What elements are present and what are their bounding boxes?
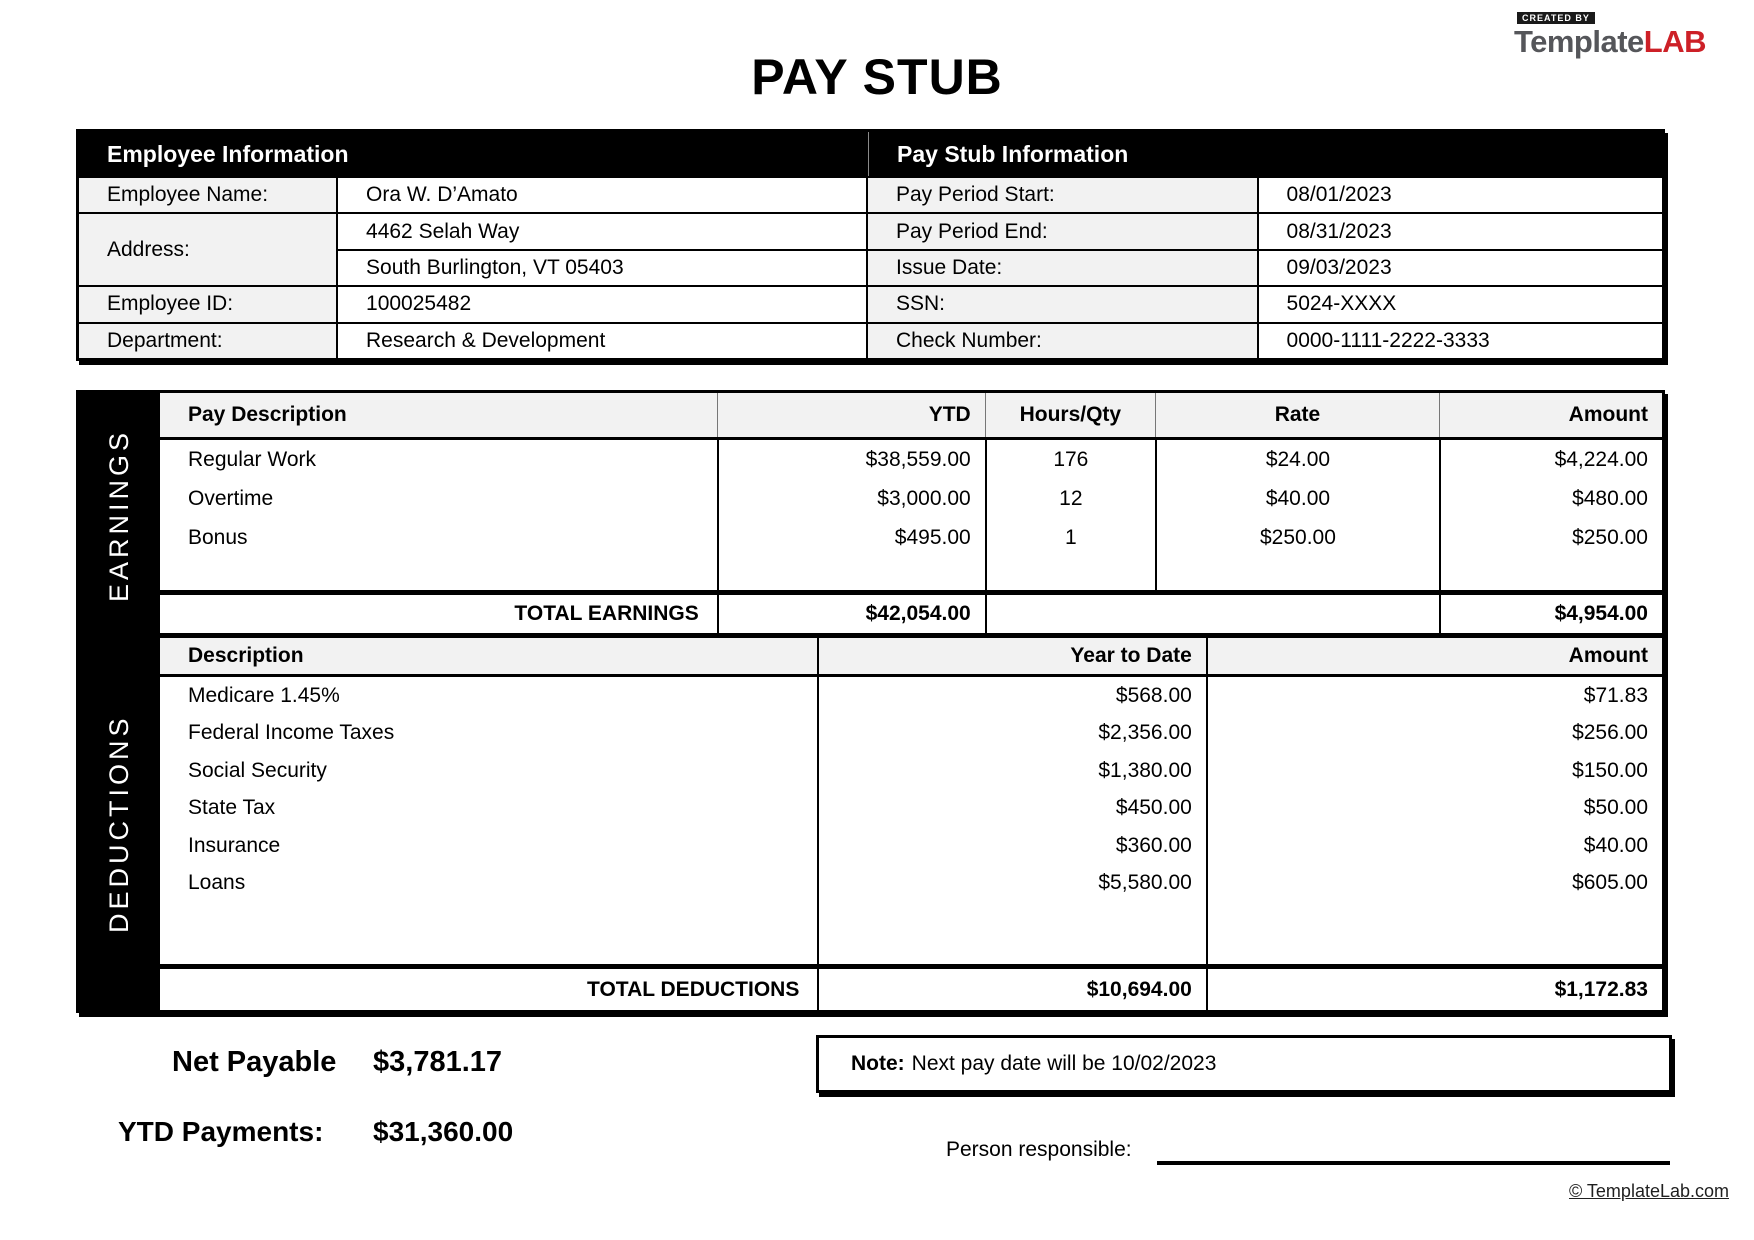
deduction-row-amount: $71.83 bbox=[1206, 677, 1662, 715]
deduction-row-amount: $150.00 bbox=[1206, 752, 1662, 790]
total-deductions-label: TOTAL DEDUCTIONS bbox=[587, 977, 800, 1001]
info-table bbox=[76, 129, 1665, 361]
issue-date-label: Issue Date: bbox=[868, 249, 1259, 285]
address-label: Address: bbox=[79, 212, 338, 285]
ssn-value: 5024-XXXX bbox=[1259, 285, 1662, 321]
deduction-row-ytd: $5,580.00 bbox=[817, 865, 1205, 903]
employee-id-label: Employee ID: bbox=[79, 285, 338, 321]
earnings-deductions-columns bbox=[160, 393, 1662, 1010]
ssn-label: SSN: bbox=[868, 285, 1259, 321]
deductions-col-description: Description bbox=[188, 644, 304, 667]
earnings-row-description: Bonus bbox=[188, 525, 248, 549]
department-label: Department: bbox=[79, 322, 338, 358]
ytd-payments-label: YTD Payments: bbox=[118, 1116, 324, 1147]
deductions-side-label: DEDUCTIONS bbox=[104, 714, 134, 934]
earnings-row-rate: $250.00 bbox=[1155, 518, 1439, 557]
employee-name-label: Employee Name: bbox=[79, 176, 338, 212]
section-side-band bbox=[79, 393, 160, 1010]
earnings-body bbox=[160, 440, 1662, 590]
earnings-row-hours: 12 bbox=[985, 479, 1155, 518]
deduction-row-amount: $605.00 bbox=[1206, 865, 1662, 903]
deduction-row-ytd: $450.00 bbox=[817, 790, 1205, 828]
deduction-row-ytd: $360.00 bbox=[817, 827, 1205, 865]
deduction-row-description: Insurance bbox=[188, 833, 281, 857]
total-earnings-label: TOTAL EARNINGS bbox=[514, 602, 699, 625]
pay-period-start-label: Pay Period Start: bbox=[868, 176, 1259, 212]
earnings-row-amount: $4,224.00 bbox=[1439, 440, 1662, 479]
note-box bbox=[816, 1035, 1672, 1093]
pay-period-end-label: Pay Period End: bbox=[868, 212, 1259, 248]
paystub-info-header: Pay Stub Information bbox=[868, 132, 1662, 176]
total-deductions-ytd: $10,694.00 bbox=[817, 969, 1205, 1010]
department-value: Research & Development bbox=[338, 322, 868, 358]
deduction-row-amount: $40.00 bbox=[1206, 827, 1662, 865]
earnings-row-ytd: $495.00 bbox=[717, 518, 985, 557]
earnings-col-hours: Hours/Qty bbox=[985, 393, 1155, 437]
deductions-body bbox=[160, 677, 1662, 964]
earnings-row-hours: 176 bbox=[985, 440, 1155, 479]
deductions-header-row bbox=[160, 633, 1662, 677]
deductions-filler bbox=[160, 902, 817, 964]
deduction-row-description: Medicare 1.45% bbox=[188, 683, 340, 707]
total-deductions-amount: $1,172.83 bbox=[1206, 969, 1662, 1010]
earnings-row-ytd: $38,559.00 bbox=[717, 440, 985, 479]
net-payable-value: $3,781.17 bbox=[373, 1046, 503, 1078]
logo-template-text: Template bbox=[1513, 24, 1644, 59]
pay-period-start-value: 08/01/2023 bbox=[1259, 176, 1662, 212]
earnings-filler bbox=[160, 557, 717, 590]
earnings-row-amount: $250.00 bbox=[1439, 518, 1662, 557]
address-line2: South Burlington, VT 05403 bbox=[338, 249, 868, 285]
note-text: Next pay date will be 10/02/2023 bbox=[911, 1052, 1217, 1075]
note-label: Note: bbox=[851, 1052, 905, 1075]
earnings-col-ytd: YTD bbox=[717, 393, 985, 437]
total-earnings-spacer bbox=[985, 595, 1439, 633]
deduction-row-amount: $50.00 bbox=[1206, 790, 1662, 828]
deduction-row-description: State Tax bbox=[188, 796, 276, 820]
deduction-row-description: Loans bbox=[188, 871, 246, 895]
earnings-col-rate: Rate bbox=[1155, 393, 1439, 437]
net-payable-label: Net Payable bbox=[172, 1046, 337, 1078]
earnings-side-label: EARNINGS bbox=[104, 428, 134, 603]
total-earnings-amount: $4,954.00 bbox=[1439, 595, 1662, 633]
deduction-row-ytd: $1,380.00 bbox=[817, 752, 1205, 790]
earnings-row-ytd: $3,000.00 bbox=[717, 479, 985, 518]
deduction-row-amount: $256.00 bbox=[1206, 715, 1662, 753]
earnings-header-row bbox=[160, 393, 1662, 440]
page-title: PAY STUB bbox=[751, 49, 1003, 105]
address-line1: 4462 Selah Way bbox=[338, 212, 868, 248]
person-responsible-label: Person responsible: bbox=[946, 1138, 1132, 1161]
earnings-deductions-table bbox=[76, 390, 1665, 1013]
templatelab-copyright-link[interactable]: © TemplateLab.com bbox=[1568, 1181, 1729, 1201]
earnings-col-amount: Amount bbox=[1439, 393, 1662, 437]
total-earnings-row bbox=[160, 590, 1662, 633]
person-responsible-signature-line[interactable] bbox=[1157, 1161, 1670, 1165]
check-number-label: Check Number: bbox=[868, 322, 1259, 358]
earnings-row-description: Overtime bbox=[188, 486, 274, 510]
pay-period-end-value: 08/31/2023 bbox=[1259, 212, 1662, 248]
total-earnings-ytd: $42,054.00 bbox=[717, 595, 985, 633]
earnings-row-amount: $480.00 bbox=[1439, 479, 1662, 518]
logo-lab-text: LAB bbox=[1643, 24, 1706, 59]
earnings-row-rate: $40.00 bbox=[1155, 479, 1439, 518]
deduction-row-description: Social Security bbox=[188, 758, 327, 782]
total-deductions-row bbox=[160, 964, 1662, 1010]
check-number-value: 0000-1111-2222-3333 bbox=[1259, 322, 1662, 358]
issue-date-value: 09/03/2023 bbox=[1259, 249, 1662, 285]
employee-id-value: 100025482 bbox=[338, 285, 868, 321]
deduction-row-ytd: $2,356.00 bbox=[817, 715, 1205, 753]
deduction-row-ytd: $568.00 bbox=[817, 677, 1205, 715]
earnings-row-description: Regular Work bbox=[188, 447, 316, 471]
deduction-row-description: Federal Income Taxes bbox=[188, 721, 395, 745]
earnings-col-description: Pay Description bbox=[188, 403, 347, 426]
earnings-row-rate: $24.00 bbox=[1155, 440, 1439, 479]
deductions-col-ytd: Year to Date bbox=[817, 638, 1205, 674]
earnings-row-hours: 1 bbox=[985, 518, 1155, 557]
ytd-payments-value: $31,360.00 bbox=[373, 1116, 514, 1147]
deductions-col-amount: Amount bbox=[1206, 638, 1662, 674]
created-by-badge: CREATED BY bbox=[1517, 12, 1595, 24]
employee-info-header: Employee Information bbox=[79, 132, 868, 176]
employee-name-value: Ora W. D’Amato bbox=[338, 176, 868, 212]
